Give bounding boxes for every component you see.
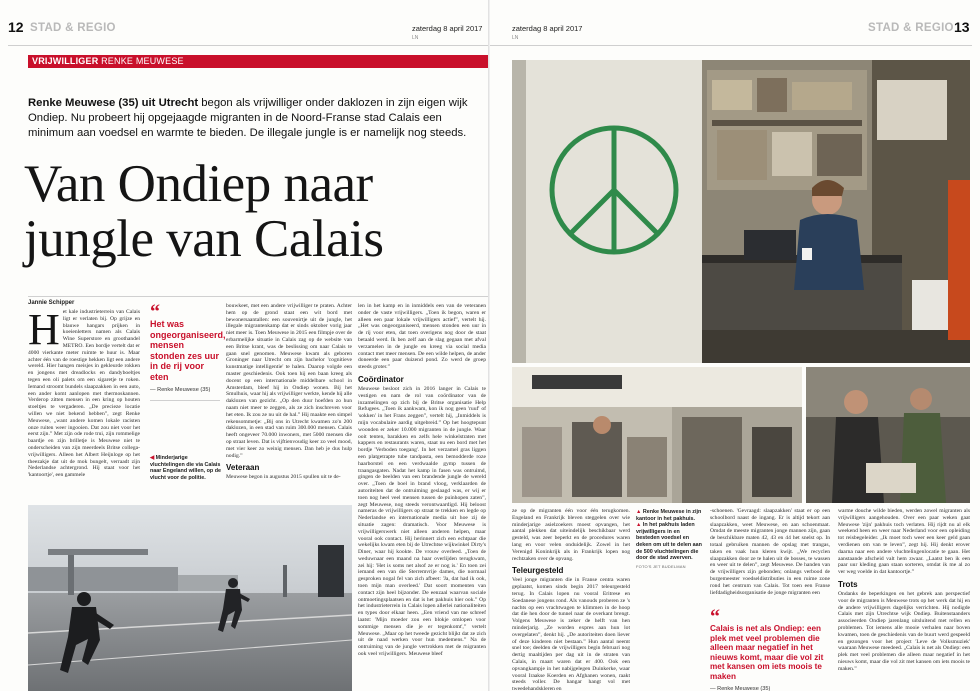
quote-mark-icon: “ <box>150 301 160 323</box>
kicker-name: RENKE MEUWESE <box>101 56 184 66</box>
article-column-3 <box>358 303 486 691</box>
pull-quote-left <box>150 301 226 396</box>
pull-quote-text: Calais is net als Ondiep: een plek met veel problemen die alleen maar negatief in het nieuws komt, maar die vol zit met kansen om iets moois te maken <box>710 624 824 681</box>
photo-volunteers-loading <box>512 367 802 503</box>
photo-migrants-running <box>28 505 352 691</box>
photo-renke-office <box>512 60 970 363</box>
pull-quote-text: Het was ongeorganiseerd, mensen stonden zes uur in de rij voor eten <box>150 319 226 382</box>
headline-line-2: jungle van Calais <box>24 210 384 268</box>
kicker-bar <box>28 55 490 68</box>
column-6-text: warme douche wilde bieden, werden zowel migranten als vrijwilligers aangehouden. Over een paar weken gaat Meuwese 'zijn' pakhuis toch verlaten. Hij rijdt nu al elk weekend heen en weer naar Nederland voor een opleiding tot reisbegeleider. „Ik moet toch weer een keer geld gaan verdienen om van te leven”, zegt hij. Hij denkt erover daarna naar een andere vluchtelingenlocatie te gaan. Het aanstaande afscheid valt hem zwaar. „Laatst ben ik een paar uur kleding gaan staan sorteren, omdat ik me al zo ver weg voelde in dat kantoortje.” <box>838 508 970 576</box>
photo-caption-left <box>150 455 222 481</box>
article-column-4 <box>512 508 630 691</box>
photo-credit: FOTO'S JET BUDELMAN <box>636 563 686 569</box>
caption-arrow-icon: ◀ <box>150 455 155 461</box>
article-column-1 <box>28 309 140 499</box>
column-1-text: et kale industrieterrein van Calais ligt er verlaten bij. Op grijze en blauwe hangars prijken in koeienletters namen als Calais Wine Superstore en groothandel METRO. Een bordje vertelt dat er 4000 vierkante meter ruimte te huur is. Maar achter één van de roestige hekken ligt een andere wereld. Hier hangen meisjes in gekleurde rokken en jongens met dreadlocks en dandyboeltjes tegen een oli palets om een sigaretje te roken. Iemand stroomt bundels slaapzakken in een auto, een ander komt aanlopen met thermoskannen. Verderop zitten mensen in een kring op houten stoeltjes te vergaderen. „De precieze locatie willen we niet bekend hebben”, zegt Renke Meuwese, „want andere komen lokale racisten onze ruiten weer ingooien. Dat zou niet voor het eerst zijn.” Met zijn ode rode trui, zijn rommelige baardje en zijn brilletje is Meuwese niet te onderscheiden van zijn meerdeels Britse collega-vrijwilligers. Alleen het Albert Heijnloge op het theezakje dat uit de mok bungelt, verraadt zijn Nederlandse achtergrond. Hij staat voor het 'kantoortje', een gammele <box>28 309 140 479</box>
headline-line-1: Van Ondiep naar <box>24 155 373 213</box>
subhead-teleurgesteld: Teleurgesteld <box>512 566 564 576</box>
pull-divider <box>150 400 220 401</box>
headline <box>24 157 490 267</box>
caption-line-2: In het pakhuis laden vrijwilligers in en besteden voedsel en deken om uit te delen aan de 500 vluchtelingen die door de stad zwerven. <box>636 522 702 562</box>
column-4-text: ze op de migranten één voor één terugkomen. Engeland en Frankrijk bleven steggelen over wie minderjarige asielzoekers moest opvangen, het aantal plekken dat uiteindelijk beschikbaar werd gesteld, was zeer beperkt en de procedures waren lang en voor velen onduidelijk. Zowel in het Verenigd Koninkrijk als in Frankrijk lopen nog rechtzaken over de opvang. <box>512 508 630 562</box>
page-number: 12 <box>8 19 24 35</box>
page-date: zaterdag 8 april 2017 <box>512 24 583 33</box>
column-2-text: bouwkeet, met een andere vrijwilliger te praten. Achter hem op de grond staat een wit bord met bewonersaantallen: een souvenirtje uit de jungle, het illegale migrantenkamp dat er sinds oktober vorig jaar niet meer is. Toen Meuwese in 2015 een filmpje over de erbarmelijke situatie in Calais zag op de website van een Britse krant, was de beslissing om naar Calais te gaan snel genomen. Meuwese kwam als geboren Groninger naar Utrecht om zijn bachelor 'cognitieve kunstmatige intelligentie' te halen. Daarop volgde een master geschiedenis. Ook toen hij een baan kreeg als docent op een internationale middelbare school in Amsterdam, bleef hij in Ondiep wonen. Bij het Smulhuis, waar hij als vrijwilliger werkte, kende hij alle daklozen van gezicht. „Op den duur hoefden zo hun naam niet meer te zeggen, als ze zich inschreven voor het eten. Ik zou ze nu uit de hal.” Hij maakte een simpel rekensommetje: „Bij ons in Utrecht kwamen zo'n 200 daklozen, in een stad van ruim 300.000 mensen. Calais heeft ongeveer 70.000 inwoners, met 5000 mensen die op straat leven. Dat is vijftienvoudig keer zo veel mood, met vier keer zo weinig mensen. Dan heb je dus hulp nodig.” <box>226 303 352 459</box>
byline: Jannie Schipper <box>28 300 75 306</box>
column-5-text: -schoenen. 'Gevraagd: slaapzakken' staat er op een schoolbord naast de ingang. Er is altijd tekort aan slaapzakken, weet Meuwese, en aan schoenmaat. Omdat de meeste migranten jonge mannen zijn, gaan de beschikbare maten 42, 43 en 44 het snelst op. In totaal gebruiken mannen de opslag met trangas, taken en vaak hun kleren kwijt. „We recyclen slaapzakken door ze te halen uit de bosses, te wassen en weer uit te delen”, zegt Meuwese. De handen van de vrijwilligers zijn gebonden; onlangs verbood de burgemeester voedseldistributies in een ruime zone rond het centrum van Calais. Tot toen een Franse liefdadigheidsorganisatie de jonge migranten een <box>710 508 830 596</box>
article-column-5 <box>710 508 830 608</box>
section-title: STAD & REGIO <box>868 22 954 34</box>
section-title: STAD & REGIO <box>30 22 116 34</box>
article-column-2 <box>226 303 352 501</box>
page-number: 13 <box>954 19 970 35</box>
subhead-veteraan: Veteraan <box>226 463 260 473</box>
intro-text: begon als vrijwilliger onder daklozen in zijn eigen wijk Ondiep. Nu probeert hij opgejaagde migranten in de Noord-Franse stad Calais een minimum aan voedsel en warmte te bieden. De illegale jungle is er namelijk nog steeds. <box>28 97 468 139</box>
column-3-tail: Meuwese besloot zich in 2016 langer in Calais te vestigen en nam de rol van coördinator van de inzamelingen op zich bij de Britse organisatie Help Refugees. „Toen ik aankwam, kon ik nog geen 'ruuf' of 'sokken' in het Frans zeggen”, vertelt hij, „Inmiddels is mijn vocabulaire aardig uitgebreid.” Op het hoogtepunt woonden er zeker 10.000 migranten in de jungle. Waar ooit tenten, barakken en zelfs hele winkelstraten met kappers en restaurants waren, staat nu een bord met het bordje 'Verboden toegang'. In het verzamel gras liggen een platgetrapte tube tandpasta, een bemodderde roze haarborstel en een verdwaalde gymp tussen de traangasgaten. Nadat het kamp in fasen was ontruimd, gingen de beelden van een brandende jungle de wereld over. „Toen de boel in brand vloog, verklaarden de autoriteiten dat de ontruiming geslaagd was, er wij er toen nog heel veel mensen tussen de puinhopen zaten”, zegt Meuwese, nog steeds verontwaardigd. Hij beloost nameras de vrijwilligers op straat te trekken en legde op Nederlandse en internationale media uit hoe zij de situatie zagen: dramatisch. Voor Meuwese is vrijwilligerswerk niet alleen anderen helpen, maar vooral ook contact. Hij herinnert zich een echtpaar die wekelijks kwam eten bij de Utrechtse wijkwinkel Dirty's Diner, waar hij kookte. De vrouw overleed. „Toen de weduwnaar een maand na haar overlijden terugkwam, zei hij: 'Het is soms net alsof ze er nog is.' En toen zei iemand een van die Sterremvrije dames, die normaal gesproken nogal fel van zich afbeet: 'Ja, dat had ik ook, toen mijn man overleed.' Dat soort momenten van contact zijn heel bijzonder. De eenzaal waarvan sociale ontmoetingsplaatsen en dat is het pakhuis hier ook.” Op het industrieterrein in Calais lopen allerlei nationaliteiten en types door elkaar heen. „Een vriend van me schreef laatst: 'Mijn moeder zou een blokje omlopen voor sommige mensen die je er tegenkomt',” vertelt Meuwese. „Maar op het tweede gezicht blijkt dat ze zich uit de naad werken voor hun medemens.” Na de ontruiming van de jungle vertrokken met de migranten ook veel vrijwilligers. Meuwese bleef <box>358 385 486 658</box>
photo-caption-right <box>636 509 704 570</box>
pull-quote-right <box>710 606 832 691</box>
article-rule <box>28 296 490 297</box>
intro-paragraph <box>28 96 473 141</box>
folio-divider <box>490 45 972 46</box>
photo-volunteers-sorting <box>806 367 970 503</box>
column-3-text: len in het kamp en in inmiddels een van de veteranen onder de vaste vrijwilligers. „Toen ik begon, waren er alleen een paar lokale vrijwilligers actief”, vertelt hij. „Het was ongeorganiseerd, mensen stonden een uur in de rij voor eten, dat toen overigens nog door de staat betaald werd. Ik ben zelf aan de slag gegaan met afval verzamelen in de jungle en kreeg via social media contact met meer mensen. De een wilde helpen, de ander doneerde een paar duizend pond. Zo werd de groep steeds groter.” <box>358 303 486 371</box>
column-2-tail: Meuwese begon in augustus 2015 spullen uit te de- <box>226 474 341 481</box>
article-column-6 <box>838 508 970 691</box>
pull-quote-attribution: — Renke Meuwese (35) <box>710 685 771 691</box>
caption-line-1: Renke Meuwese in zijn kantoor in het pakhuis. <box>636 509 702 522</box>
caption-text: Minderjarige vluchtelingen die via Calais naar Engeland willen, op de vlucht voor de politie. <box>150 455 221 481</box>
newspaper-logo: LN <box>412 35 419 41</box>
caption-arrow-icon: ▲ <box>636 522 642 529</box>
intro-lead: Renke Meuwese (35) uit Utrecht <box>28 97 199 109</box>
column-6-tail: Ondanks de beperkingen en het gebrek aan perspectief voor de migranten is Meuwese trots op het werk dat hij en de andere vrijwilligers dagelijks verrichten. Hij nodigde Calais met zijn Utrechtse wijk Ondiep. Buitenstaanders associeerden Ondiep jarenlang uitsluitend met rellen en problemen. Tot iemens alle mooie verhalen naar boven kwamen, toen de geschiedenis van de buurt werd gespeeld en gezongen voor het project 'Leve de Volksmuziek' waaraan Meuwese meedeed. „Calais is net als Ondiep: een plek met veel problemen die alleen maar negatief in het nieuws komt, maar die vol zit met kansen om iets moois te maken.” <box>838 590 970 672</box>
drop-cap: H <box>28 309 60 354</box>
caption-arrow-icon: ▲ <box>636 509 642 515</box>
newspaper-logo: LN <box>512 35 519 41</box>
quote-mark-icon: “ <box>710 606 720 628</box>
column-4-tail: Veel jonge migranten die in Franse centra waren geplaatst, komen sinds begin 2017 teleurgesteld terug. In Calais lopen nu vooral Eritrese en Soedanese jongens rond. Als vanouds proberen ze 's nachts op een vrachtwagen te klimmen in de hoop dat die hen door de tunnel naar de overkant brengt. Volgens Meuwese is zeker de helft van hen minderjarig. „Ze worden expres aan hun lot overgelaten”, denkt hij. „De autoriteiten doen liever of deze kinderen niet bestaan.” Hun aantal neemt snel toe; deelden de vrijwilligers begin februari nog dertig maaltijden per dag uit in de straten van Calais, in maart waren dat er 400. Ook een opvangkampje in het nabijgelegen Duinkerke, waar vooral Iraakse Koerden en Afghanen wonen, raakt steeds voller. De hangar hangt vol met tweedehandskleren en <box>512 577 630 691</box>
page-date: zaterdag 8 april 2017 <box>412 24 483 33</box>
pull-quote-attribution: — Renke Meuwese (35) <box>150 387 211 393</box>
folio-divider <box>8 45 490 46</box>
subhead-trots: Trots <box>838 579 858 589</box>
kicker-label: VRIJWILLIGER <box>32 56 99 66</box>
right-page <box>490 0 980 691</box>
subhead-coordinator: Coördinator <box>358 374 404 384</box>
